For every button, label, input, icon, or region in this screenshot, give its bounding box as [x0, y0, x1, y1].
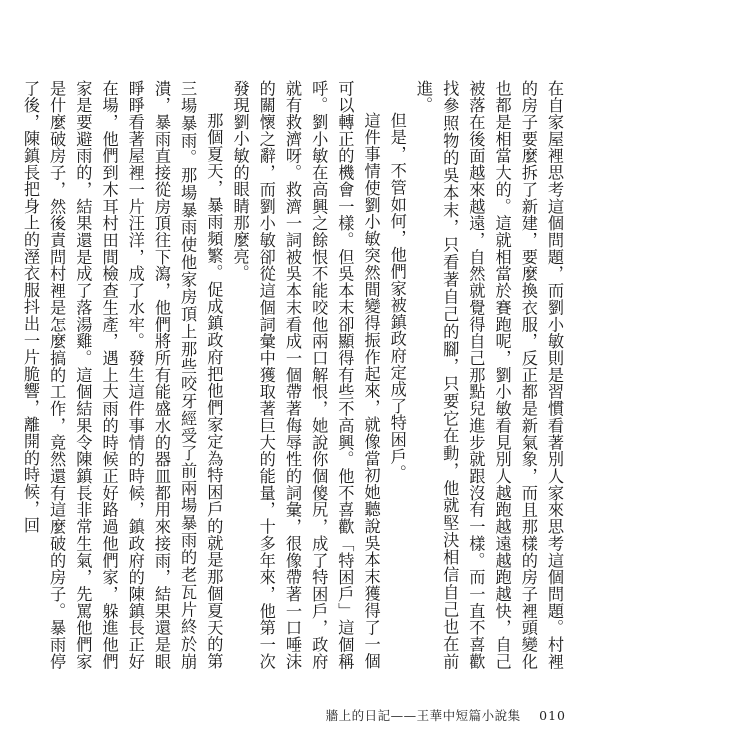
paragraph-1: 在自家屋裡思考這個問題，而劉小敏則是習慣看著別人家來思考這個問題。村裡的房子要麼拆了新建，要麼換衣服，反正都是新氣象，而且那樣的房子裡頭變化也都是相當大的。這就相當於賽跑呢，劉小敏看見別人越跑越遠越跑越快，自己被落在後面越來越遠，自然就覺得自己那點兒進步就跟沒有一樣。而一直不喜歡找參照物的吳本末，只看著自己的腳，只要它在動，他就堅決相信自己也在前進。 — [413, 80, 564, 670]
paragraph-2: 但是，不管如何，他們家被鎮政府定成了特困戶。 — [387, 112, 407, 482]
paragraph-4: 那個夏天，暴雨頻繁。促成鎮政府把他們家定為特困戶的就是那個夏天的第三場暴雨。那場暴雨使他家房頂上那些咬牙經受了前兩場暴雨的老瓦片終於崩潰，暴雨直接從房頂往下瀉，他們將所有能盛水的器皿都用來接雨，結果還是眼睜睜看著屋裡一片汪洋，成了水牢。發生這件事情的時候，鎮政府的陳鎮長正好在場，他們到木耳村田間檢查生產，遇上大雨的時候正好路過他們家，躲進他們家是要避雨的，結果還是成了落湯雞。這個結果令陳鎮長非常生氣，先罵他們家是什麼破房子，然後責問村裡是怎麼搞的工作，竟然還有這麼破的房子。暴雨停了後，陳鎮長把身上的溼衣服抖出一片脆響，離開的時候，回 — [20, 80, 224, 670]
running-title: 牆上的日記——王華中短篇小說集 — [325, 708, 521, 723]
paragraph-3: 這件事情使劉小敏突然間變得振作起來，就像當初她聽說吳本末獲得了一個可以轉正的機會一樣。但吳本末卻顯得有些不高興。他不喜歡「特困戶」這個稱呼。劉小敏在高興之餘恨不能咬他兩口解恨，她說你個傻尻，成了特困戶，政府就有救濟呀。救濟一詞被吳本末看成一個帶著侮辱性的詞彙，很像帶著一口唾沫的關懷之辭，而劉小敏卻從這個詞彙中獲取著巨大的能量，十多年來，他第一次發現劉小敏的眼睛那麼亮。 — [230, 80, 381, 670]
page-footer — [326, 706, 566, 724]
body-text — [20, 80, 567, 670]
page-number: 010 — [539, 708, 566, 723]
